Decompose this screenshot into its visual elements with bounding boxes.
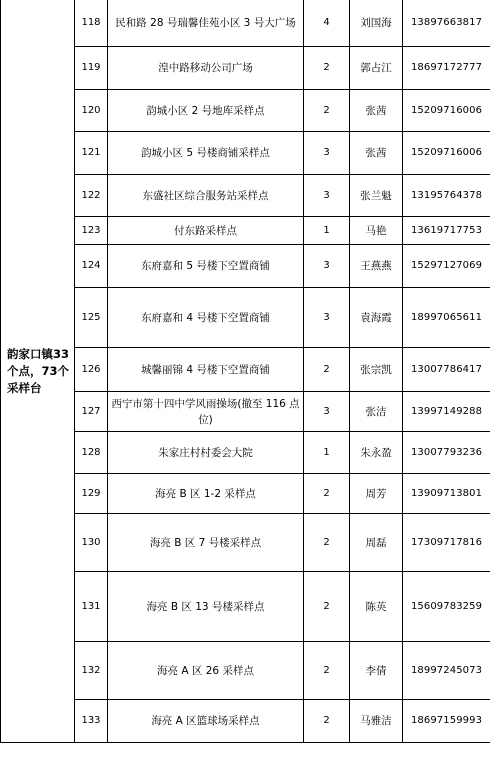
site-name: 海亮 A 区 26 采样点	[108, 642, 304, 700]
row-number: 119	[75, 47, 108, 90]
contact-phone: 13997149288	[403, 392, 490, 432]
station-count: 2	[304, 474, 350, 514]
station-count: 2	[304, 348, 350, 392]
station-count: 3	[304, 288, 350, 348]
contact-name: 张洁	[350, 392, 403, 432]
station-count: 3	[304, 175, 350, 217]
table-row	[1, 700, 490, 743]
table-row	[1, 432, 490, 474]
contact-name: 刘国海	[350, 0, 403, 47]
station-count: 1	[304, 432, 350, 474]
table-row	[1, 132, 490, 175]
contact-phone: 13007793236	[403, 432, 490, 474]
table-row	[1, 0, 490, 47]
table-row	[1, 514, 490, 572]
contact-name: 郭占江	[350, 47, 403, 90]
station-count: 2	[304, 700, 350, 743]
site-name: 城馨丽锦 4 号楼下空置商铺	[108, 348, 304, 392]
table-row	[1, 392, 490, 432]
station-count: 2	[304, 572, 350, 642]
site-name: 海亮 A 区篮球场采样点	[108, 700, 304, 743]
row-number: 126	[75, 348, 108, 392]
contact-name: 袁海霞	[350, 288, 403, 348]
station-count: 3	[304, 245, 350, 288]
row-number: 130	[75, 514, 108, 572]
row-number: 118	[75, 0, 108, 47]
row-number: 127	[75, 392, 108, 432]
table-row	[1, 288, 490, 348]
row-number: 128	[75, 432, 108, 474]
site-name: 朱家庄村村委会大院	[108, 432, 304, 474]
contact-phone: 18997065611	[403, 288, 490, 348]
contact-phone: 15609783259	[403, 572, 490, 642]
table-row	[1, 217, 490, 245]
contact-name: 李倩	[350, 642, 403, 700]
row-number: 124	[75, 245, 108, 288]
contact-name: 陈英	[350, 572, 403, 642]
contact-phone: 18997245073	[403, 642, 490, 700]
contact-phone: 18697159993	[403, 700, 490, 743]
row-number: 132	[75, 642, 108, 700]
contact-phone: 13007786417	[403, 348, 490, 392]
contact-name: 张茜	[350, 132, 403, 175]
contact-name: 张茜	[350, 90, 403, 132]
row-number: 120	[75, 90, 108, 132]
station-count: 4	[304, 0, 350, 47]
contact-name: 王燕燕	[350, 245, 403, 288]
row-number: 129	[75, 474, 108, 514]
contact-phone: 13909713801	[403, 474, 490, 514]
site-name: 东府嘉和 5 号楼下空置商铺	[108, 245, 304, 288]
contact-phone: 13195764378	[403, 175, 490, 217]
station-count: 2	[304, 90, 350, 132]
station-count: 2	[304, 47, 350, 90]
station-count: 3	[304, 132, 350, 175]
site-name: 付东路采样点	[108, 217, 304, 245]
row-number: 122	[75, 175, 108, 217]
row-number: 125	[75, 288, 108, 348]
contact-phone: 17309717816	[403, 514, 490, 572]
table-row	[1, 175, 490, 217]
table-body	[1, 0, 490, 743]
contact-name: 马雅洁	[350, 700, 403, 743]
site-name: 东府嘉和 4 号楼下空置商铺	[108, 288, 304, 348]
site-name: 海亮 B 区 13 号楼采样点	[108, 572, 304, 642]
site-name: 民和路 28 号瑞馨佳苑小区 3 号大广场	[108, 0, 304, 47]
site-name: 海亮 B 区 7 号楼采样点	[108, 514, 304, 572]
table-row	[1, 90, 490, 132]
row-number: 133	[75, 700, 108, 743]
contact-phone: 15297127069	[403, 245, 490, 288]
site-name: 东盛社区综合服务站采样点	[108, 175, 304, 217]
contact-phone: 13897663817	[403, 0, 490, 47]
row-number: 121	[75, 132, 108, 175]
contact-name: 周磊	[350, 514, 403, 572]
contact-phone: 15209716006	[403, 90, 490, 132]
site-name: 韵城小区 2 号地库采样点	[108, 90, 304, 132]
contact-name: 马艳	[350, 217, 403, 245]
site-name: 韵城小区 5 号楼商铺采样点	[108, 132, 304, 175]
table-row	[1, 47, 490, 90]
station-count: 2	[304, 642, 350, 700]
station-count: 3	[304, 392, 350, 432]
contact-name: 张宗凯	[350, 348, 403, 392]
row-number: 131	[75, 572, 108, 642]
site-name: 湟中路移动公司广场	[108, 47, 304, 90]
site-name: 西宁市第十四中学风雨操场(撤至 116 点位)	[108, 392, 304, 432]
contact-phone: 18697172777	[403, 47, 490, 90]
table-row	[1, 642, 490, 700]
contact-name: 张兰魁	[350, 175, 403, 217]
contact-phone: 15209716006	[403, 132, 490, 175]
contact-phone: 13619717753	[403, 217, 490, 245]
station-count: 2	[304, 514, 350, 572]
station-count: 1	[304, 217, 350, 245]
town-group-cell: 韵家口镇33个点，73个采样台	[1, 0, 75, 743]
table-row	[1, 572, 490, 642]
row-number: 123	[75, 217, 108, 245]
contact-name: 周芳	[350, 474, 403, 514]
contact-name: 朱永盈	[350, 432, 403, 474]
table-row	[1, 348, 490, 392]
site-name: 海亮 B 区 1-2 采样点	[108, 474, 304, 514]
table-row	[1, 474, 490, 514]
table-row	[1, 245, 490, 288]
